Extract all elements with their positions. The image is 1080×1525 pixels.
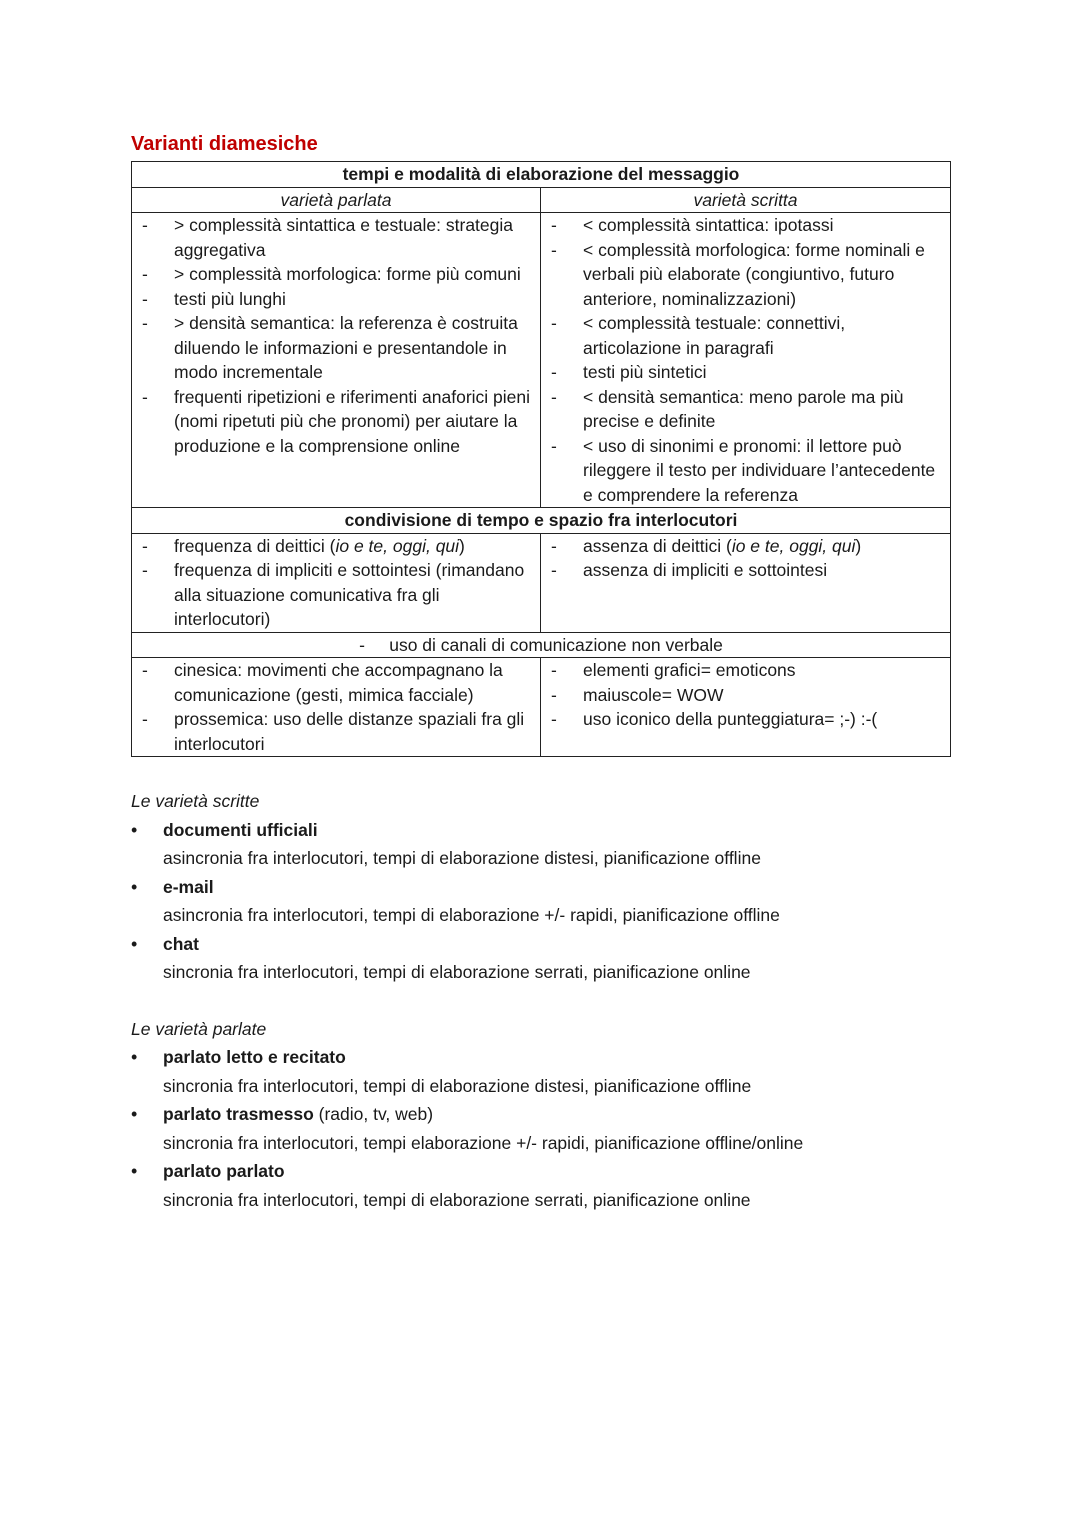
list-item <box>131 930 951 987</box>
section3-right-list <box>541 658 950 732</box>
list-item: - elementi grafici= emoticons <box>541 658 946 683</box>
list-item: - testi più sintetici <box>541 360 946 385</box>
spoken-varieties-title: Le varietà parlate <box>131 1018 267 1039</box>
comparison-table <box>131 161 951 757</box>
section2-left-list <box>132 534 540 632</box>
col-left-header: varietà parlata <box>132 187 541 213</box>
list-item: - frequenza di impliciti e sottointesi (rimandano alla situazione comunicativa fra gli interlocutori) <box>132 558 536 632</box>
variety-name: documenti ufficiali <box>163 819 318 840</box>
variety-extra: (radio, tv, web) <box>313 1104 434 1124</box>
list-item <box>131 1043 951 1100</box>
variety-description: asincronia fra interlocutori, tempi di elaborazione +/- rapidi, pianificazione offline <box>163 905 780 925</box>
section3-dash: - <box>359 634 365 655</box>
list-item <box>131 873 951 930</box>
variety-description: sincronia fra interlocutori, tempi elaborazione +/- rapidi, pianificazione offline/online <box>163 1132 804 1153</box>
section1-left-list <box>132 213 540 458</box>
bullet-icon: • <box>131 1104 138 1124</box>
section1-right-list <box>541 213 950 507</box>
list-item: - uso iconico della punteggiatura= ;-) :-( <box>541 707 946 732</box>
col-right-header: varietà scritta <box>541 187 951 213</box>
section1-left-cell <box>132 213 541 508</box>
bullet-icon: • <box>131 819 138 840</box>
list-item <box>132 534 536 559</box>
spoken-varieties-group <box>131 1015 951 1215</box>
section3-right-cell <box>541 658 951 757</box>
varieties-section <box>131 787 951 1214</box>
section2-right-list <box>541 534 950 583</box>
item-text: assenza di deittici ( <box>583 535 732 556</box>
variety-name: parlato trasmesso <box>163 1104 314 1124</box>
variety-description: sincronia fra interlocutori, tempi di elaborazione serrati, pianificazione online <box>163 962 751 982</box>
written-varieties-list <box>131 816 951 987</box>
item-italic-text: io e te, oggi, qui <box>731 535 856 556</box>
list-item: - < densità semantica: meno parole ma più precise e definite <box>541 385 946 434</box>
document-page <box>131 131 951 1214</box>
section2-left-cell <box>132 533 541 632</box>
variety-description: sincronia fra interlocutori, tempi di elaborazione distesi, pianificazione offline <box>163 1075 752 1096</box>
list-item: - < complessità morfologica: forme nominali e verbali più elaborate (congiuntivo, futuro anteriore, nominalizzazioni) <box>541 238 946 312</box>
list-item: - > complessità sintattica e testuale: strategia aggregativa <box>132 213 536 262</box>
bullet-icon: • <box>131 933 138 954</box>
list-item: - > complessità morfologica: forme più comuni <box>132 262 536 287</box>
bullet-icon: • <box>131 1047 138 1067</box>
bullet-icon: • <box>131 876 138 897</box>
variety-description: asincronia fra interlocutori, tempi di elaborazione distesi, pianificazione offline <box>163 848 761 868</box>
section3-left-list <box>132 658 540 756</box>
list-item: - assenza di impliciti e sottointesi <box>541 558 946 583</box>
section3-header: uso di canali di comunicazione non verbale <box>389 634 723 655</box>
variety-name: e-mail <box>163 876 214 897</box>
variety-description: sincronia fra interlocutori, tempi di elaborazione serrati, pianificazione online <box>163 1189 751 1210</box>
list-item <box>541 534 946 559</box>
item-text: frequenza di deittici ( <box>174 535 336 556</box>
list-item <box>131 1157 951 1214</box>
section2-header: condivisione di tempo e spazio fra interlocutori <box>132 508 951 534</box>
spoken-varieties-list <box>131 1043 951 1214</box>
list-item: - < complessità testuale: connettivi, articolazione in paragrafi <box>541 311 946 360</box>
list-item <box>131 1100 951 1157</box>
section3-left-cell <box>132 658 541 757</box>
list-item <box>131 816 951 873</box>
item-italic-text: io e te, oggi, qui <box>335 535 460 556</box>
list-item: - frequenti ripetizioni e riferimenti anaforici pieni (nomi ripetuti più che pronomi) per aiutare la produzione e la comprensione online <box>132 385 536 459</box>
item-text: ) <box>459 535 465 556</box>
variety-name: parlato letto e recitato <box>163 1047 346 1067</box>
section-title: Varianti diamesiche <box>131 133 318 155</box>
list-item: - testi più lunghi <box>132 287 536 312</box>
list-item: - > densità semantica: la referenza è costruita diluendo le informazioni e presentandole in modo incrementale <box>132 311 536 385</box>
variety-name: parlato parlato <box>163 1161 285 1181</box>
variety-name: chat <box>163 933 199 954</box>
list-item: - maiuscole= WOW <box>541 683 946 708</box>
list-item: - < uso di sinonimi e pronomi: il lettore può rileggere il testo per individuare l’antecedente e comprendere la referenza <box>541 434 946 508</box>
written-varieties-title: Le varietà scritte <box>131 791 260 811</box>
section1-header: tempi e modalità di elaborazione del messaggio <box>132 162 951 188</box>
list-item: - prossemica: uso delle distanze spaziali fra gli interlocutori <box>132 707 536 756</box>
section1-right-cell <box>541 213 951 508</box>
list-item: - cinesica: movimenti che accompagnano la comunicazione (gesti, mimica facciale) <box>132 658 536 707</box>
section3-header-cell <box>132 632 951 658</box>
section2-right-cell <box>541 533 951 632</box>
item-text: ) <box>855 535 862 556</box>
list-item: - < complessità sintattica: ipotassi <box>541 213 946 238</box>
bullet-icon: • <box>131 1161 138 1181</box>
